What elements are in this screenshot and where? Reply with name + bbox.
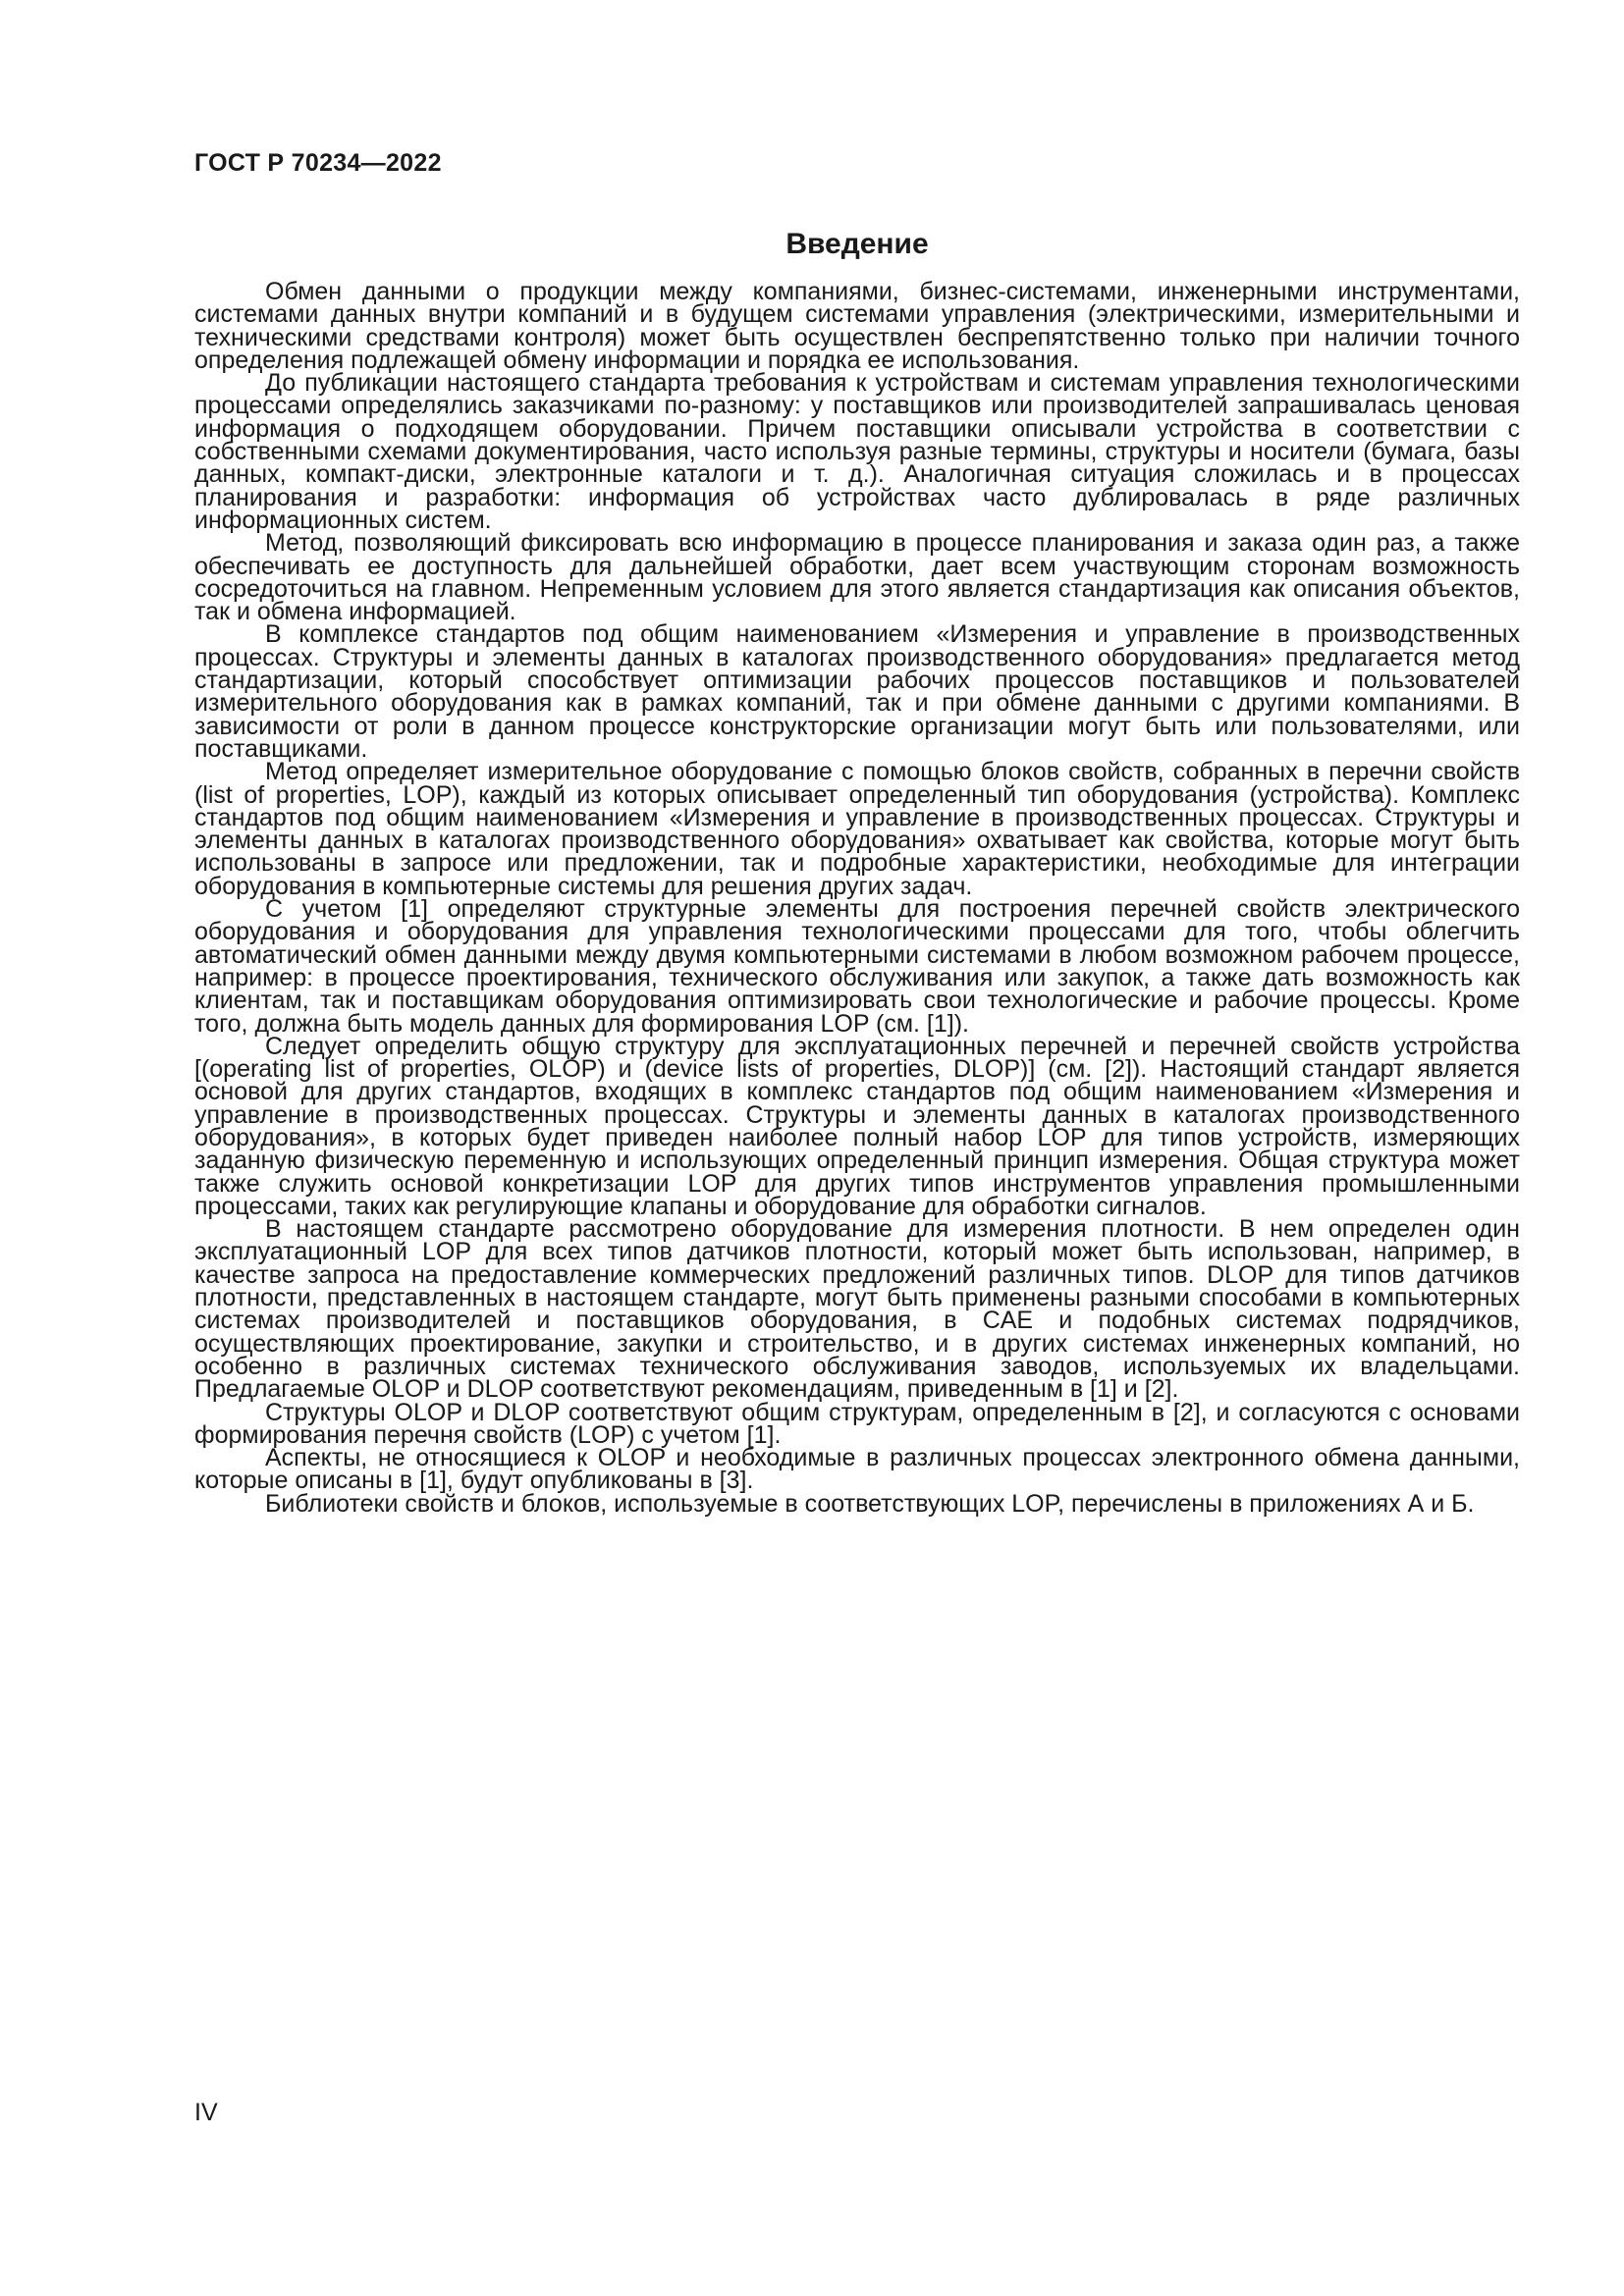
paragraph-3: Метод, позволяющий фиксировать всю информацию в процессе планирования и заказа один раз, а также обеспечивать ее доступность для дальнейшей обработки, дает всем участвующим сторонам возможность сосредоточиться на главном. Непременным условием для этого является стандартизация как описания объектов, так и обмена информацией. <box>194 529 1520 626</box>
paragraph-5: Метод определяет измерительное оборудование с помощью блоков свойств, собранных в перечни свойств (list of properties, LOP), каждый из которых описывает определенный тип оборудования (устройства). Комплекс стандартов под общим наименованием «Измерения и управление в производственных процессах. Структуры и элементы данных в каталогах производственного оборудования» охватывает как свойства, которые могут быть использованы в запросе или предложении, так и подробные характеристики, необходимые для интеграции оборудования в компьютерные системы для решения других задач. <box>194 758 1520 900</box>
paragraph-2: До публикации настоящего стандарта требования к устройствам и системам управления технологическими процессами определялись заказчиками по-разному: у поставщиков или производителей запрашивалась ценовая информация о подходящем оборудовании. Причем поставщики описывали устройства в соответствии с собственными схемами документирования, часто используя разные термины, структуры и носители (бумага, базы данных, компакт-диски, электронные каталоги и т. д.). Аналогичная ситуация сложилась и в процессах планирования и разработки: информация об устройствах часто дублировалась в ряде различных информационных систем. <box>194 369 1520 534</box>
paragraph-6: С учетом [1] определяют структурные элементы для построения перечней свойств электрического оборудования и оборудования для управления технологическими процессами для того, чтобы облегчить автоматический обмен данными между двумя компьютерными системами в любом возможном рабочем процессе, например: в процессе проектирования, технического обслуживания или закупок, а также дать возможность как клиентам, так и поставщикам оборудования оптимизировать свои технологические и рабочие процессы. Кроме того, должна быть модель данных для формирования LOP (см. [1]). <box>194 895 1520 1038</box>
section-title: Введение <box>785 228 929 260</box>
page-number: IV <box>194 2099 218 2126</box>
paragraph-8: В настоящем стандарте рассмотрено оборудование для измерения плотности. В нем определен один эксплуатационный LOP для всех типов датчиков плотности, который может быть использован, например, в качестве запроса на предоставление коммерческих предложений различных типов. DLOP для типов датчиков плотности, представленных в настоящем стандарте, могут быть применены разными способами в компьютерных системах производителей и поставщиков оборудования, в CAE и подобных системах подрядчиков, осуществляющих проектирование, закупки и строительство, и в других системах инженерных компаний, но особенно в различных системах технического обслуживания заводов, используемых их владельцами. Предлагаемые OLOP и DLOP соответствуют рекомендациям, приведенным в [1] и [2]. <box>194 1215 1520 1404</box>
paragraph-1: Обмен данными о продукции между компаниями, бизнес-системами, инженерными инструментами, системами данных внутри компаний и в будущем системами управления (электрическими, измерительными и техническими средствами контроля) может быть осуществлен беспрепятственно только при наличии точного определения подлежащей обмену информации и порядка ее использования. <box>194 278 1520 374</box>
paragraph-4: В комплексе стандартов под общим наименованием «Измерения и управление в производственных процессах. Структуры и элементы данных в каталогах производственного оборудования» предлагается метод стандартизации, который способствует оптимизации рабочих процессов поставщиков и пользователей измерительного оборудования как в рамках компаний, так и при обмене данными с другими компаниями. В зависимости от роли в данном процессе конструкторские организации могут быть или пользователями, или поставщиками. <box>194 620 1520 763</box>
paragraph-10: Аспекты, не относящиеся к OLOP и необходимые в различных процессах электронного обмена данными, которые описаны в [1], будут опубликованы в [3]. <box>194 1444 1520 1495</box>
paragraph-11: Библиотеки свойств и блоков, используемые в соответствующих LOP, перечислены в приложениях А и Б. <box>265 1489 1475 1518</box>
paragraph-9: Структуры OLOP и DLOP соответствуют общим структурам, определенным в [2], и согласуются с основами формирования перечня свойств (LOP) с учетом [1]. <box>194 1398 1520 1449</box>
introduction-body <box>194 278 1520 1518</box>
paragraph-7: Следует определить общую структуру для эксплуатационных перечней и перечней свойств устройства [(operating list of properties, OLOP) и (device lists of properties, DLOP)] (см. [2]). Настоящий стандарт является основой для других стандартов, входящих в комплекс стандартов под общим наименованием «Измерения и управление в производственных процессах. Структуры и элементы данных в каталогах производственного оборудования», в которых будет приведен наиболее полный набор LOP для типов устройств, измеряющих заданную физическую переменную и использующих определенный принцип измерения. Общая структура может также служить основой конкретизации LOP для других типов инструментов управления промышленными процессами, таких как регулирующие клапаны и оборудование для обработки сигналов. <box>194 1032 1520 1220</box>
document-header-standard-id: ГОСТ Р 70234—2022 <box>194 149 442 177</box>
